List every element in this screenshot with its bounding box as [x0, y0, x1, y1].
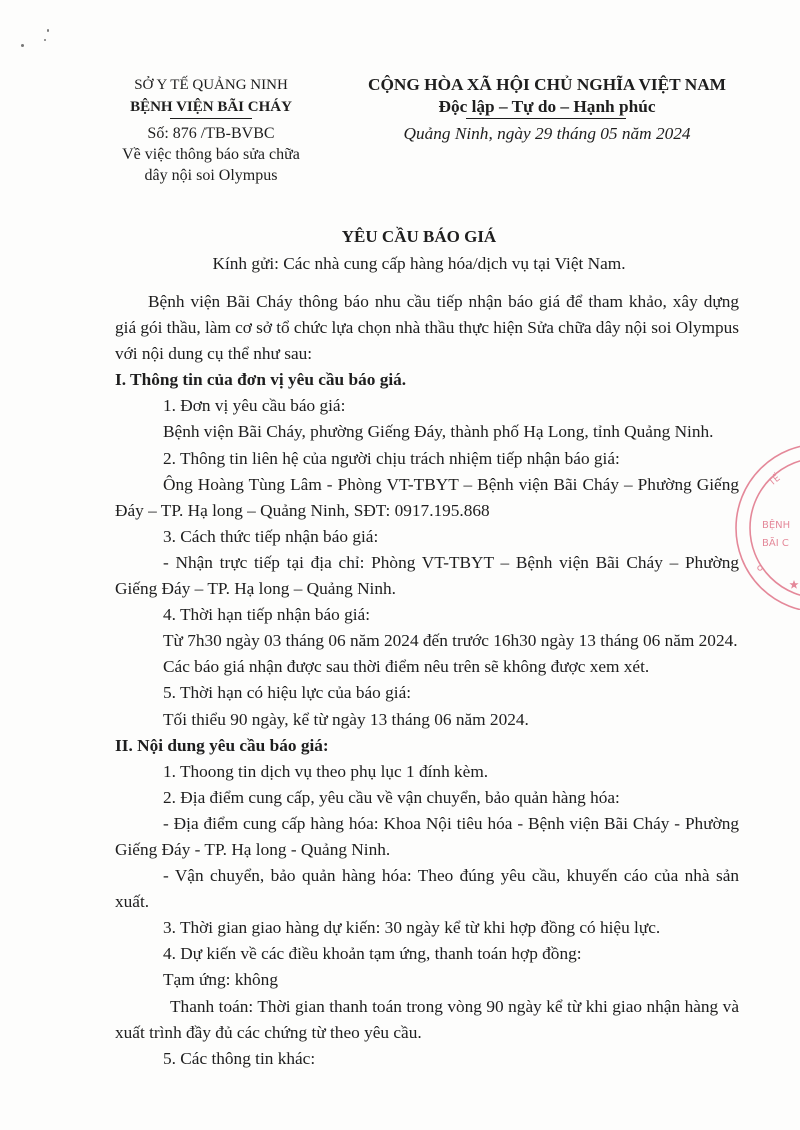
department-name: SỞ Y TẾ QUẢNG NINH [134, 77, 288, 93]
validity-period: Tối thiểu 90 ngày, kể từ ngày 13 tháng 06 năm 2024. [163, 709, 529, 729]
section-2-heading: II. Nội dung yêu cầu báo giá: [115, 735, 329, 755]
stamp-text-line-1: BỆNH [762, 520, 791, 531]
delivery-location-line-2: Giếng Đáy - TP. Hạ long - Quảng Ninh. [115, 839, 391, 859]
scan-speck [44, 39, 46, 41]
delivery-location-line-1: - Địa điểm cung cấp hàng hóa: Khoa Nội tiêu hóa - Bệnh viện Bãi Cháy - Phường [163, 813, 739, 833]
recipient-line: Kính gửi: Các nhà cung cấp hàng hóa/dịch vụ tại Việt Nam. [212, 254, 626, 273]
hospital-stamp [726, 440, 800, 610]
transport-line-2: xuất. [115, 892, 150, 912]
submission-method-line-1: - Nhận trực tiếp tại địa chỉ: Phòng VT-TBYT – Bệnh viện Bãi Cháy – Phường [163, 552, 739, 572]
other-info-label: 5. Các thông tin khác: [163, 1048, 316, 1068]
contact-line-2: Đáy – TP. Hạ long – Quảng Ninh, SĐT: 0917.195.868 [115, 500, 490, 520]
delivery-label: 2. Địa điểm cung cấp, yêu cầu về vận chuyển, bảo quản hàng hóa: [163, 787, 620, 807]
service-info-line: 1. Thoong tin dịch vụ theo phụ lục 1 đính kèm. [163, 761, 489, 781]
submission-method-label: 3. Cách thức tiếp nhận báo giá: [163, 526, 379, 546]
place-and-date: Quảng Ninh, ngày 29 tháng 05 năm 2024 [403, 124, 691, 143]
payment-line-1: Thanh toán: Thời gian thanh toán trong vòng 90 ngày kể từ khi giao nhận hàng và [170, 996, 739, 1016]
hospital-name: BỆNH VIỆN BÃI CHÁY [130, 99, 292, 115]
payment-terms-label: 4. Dự kiến về các điều khoản tạm ứng, thanh toán hợp đồng: [163, 944, 582, 964]
validity-label: 5. Thời hạn có hiệu lực của báo giá: [163, 683, 412, 703]
stamp-star-icon [789, 580, 798, 589]
intro-line-3: với nội dung cụ thể như sau: [115, 344, 313, 364]
subject-line-2: dây nội soi Olympus [144, 167, 278, 184]
section-1-heading: I. Thông tin của đơn vị yêu cầu báo giá. [115, 370, 407, 390]
document-number: Số: 876 /TB-BVBC [147, 125, 275, 142]
scan-speck [21, 44, 24, 47]
submission-method-line-2: Giếng Đáy – TP. Hạ long – Quảng Ninh. [115, 579, 396, 599]
stamp-mark [758, 566, 762, 570]
hospital-name-underline [170, 118, 252, 119]
national-motto: Độc lập – Tự do – Hạnh phúc [438, 97, 656, 116]
stamp-text-top: TẾ [767, 473, 783, 489]
requester-label: 1. Đơn vị yêu cầu báo giá: [163, 396, 346, 416]
document-body [0, 289, 800, 1072]
transport-line-1: - Vận chuyển, bảo quản hàng hóa: Theo đúng yêu cầu, khuyến cáo của nhà sản [163, 866, 739, 886]
stamp-text-line-2: BÃI C [762, 538, 789, 549]
delivery-time-line: 3. Thời gian giao hàng dự kiến: 30 ngày kể từ khi hợp đồng có hiệu lực. [163, 918, 661, 938]
intro-line-2: giá gói thầu, làm cơ sở tổ chức lựa chọn nhà thầu thực hiện Sửa chữa dây nội soi Olympus [115, 318, 739, 338]
scan-speck [47, 29, 49, 32]
payment-line-2: xuất trình đầy đủ các chứng từ theo yêu cầu. [115, 1022, 422, 1042]
document-title: YÊU CẦU BÁO GIÁ [341, 227, 497, 246]
requester-address: Bệnh viện Bãi Cháy, phường Giếng Đáy, thành phố Hạ Long, tỉnh Quảng Ninh. [163, 422, 714, 442]
motto-underline [466, 118, 626, 119]
intro-line-1: Bệnh viện Bãi Cháy thông báo nhu cầu tiếp nhận báo giá để tham khảo, xây dựng [148, 292, 739, 311]
contact-line-1: Ông Hoàng Tùng Lâm - Phòng VT-TBYT – Bệnh viện Bãi Cháy – Phường Giếng [163, 474, 739, 494]
deadline-label: 4. Thời hạn tiếp nhận báo giá: [163, 605, 371, 625]
deadline-note: Các báo giá nhận được sau thời điểm nêu trên sẽ không được xem xét. [163, 657, 650, 677]
subject-line-1: Về việc thông báo sửa chữa [122, 146, 300, 163]
nation-name: CỘNG HÒA XÃ HỘI CHỦ NGHĨA VIỆT NAM [368, 75, 726, 94]
contact-label: 2. Thông tin liên hệ của người chịu trách nhiệm tiếp nhận báo giá: [163, 448, 620, 468]
deadline-period: Từ 7h30 ngày 03 tháng 06 năm 2024 đến trước 16h30 ngày 13 tháng 06 năm 2024. [163, 631, 738, 651]
advance-payment-line: Tạm ứng: không [163, 970, 278, 990]
